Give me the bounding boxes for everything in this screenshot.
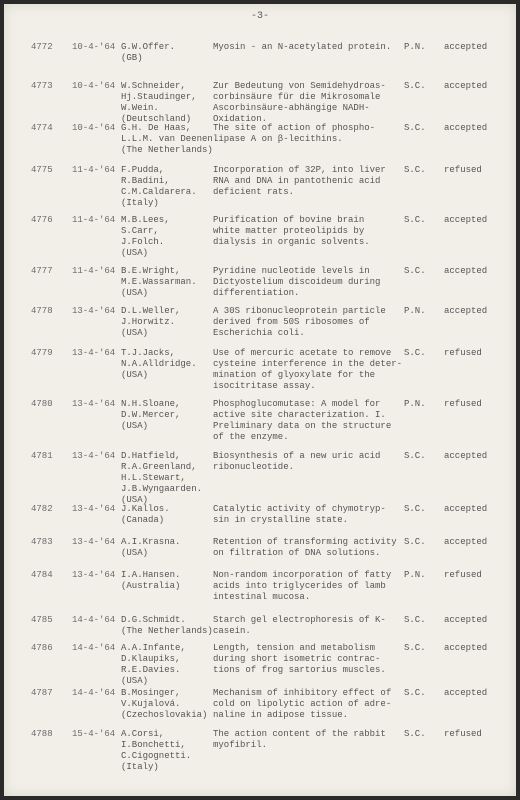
- title-line: The site of action of phospho-: [213, 123, 376, 133]
- author-line: F.Pudda,: [121, 165, 165, 175]
- title-line: Biosynthesis of a new uric acid: [213, 451, 381, 461]
- title-line: during short isometric contrac-: [213, 654, 381, 664]
- title-line: Phosphoglucomutase: A model for: [213, 399, 381, 409]
- title-line: dialysis in organic solvents.: [213, 237, 370, 247]
- entry-date: 13-4-'64: [72, 537, 116, 547]
- author-line: (USA): [121, 548, 149, 558]
- title-line: Starch gel electrophoresis of K-: [213, 615, 386, 625]
- author-line: (USA): [121, 370, 149, 380]
- entry-number: 4780: [31, 399, 53, 409]
- author-line: (USA): [121, 495, 149, 505]
- entry-title: [213, 537, 397, 559]
- author-line: J.Kallos.: [121, 504, 170, 514]
- author-line: (USA): [121, 248, 149, 258]
- entry-status: refused: [444, 399, 482, 409]
- title-line: differentiation.: [213, 288, 300, 298]
- author-line: A.Corsi,: [121, 729, 165, 739]
- entry-row: [4, 165, 516, 215]
- entry-authors: [121, 537, 180, 559]
- entry-number: 4782: [31, 504, 53, 514]
- entry-category: S.C.: [404, 165, 426, 175]
- author-line: D.L.Weller,: [121, 306, 181, 316]
- author-line: B.Mosinger,: [121, 688, 181, 698]
- title-line: active site characterization. I.: [213, 410, 386, 420]
- author-line: (Italy): [121, 762, 159, 772]
- author-line: H.L.Stewart,: [121, 473, 186, 483]
- entry-authors: [121, 42, 175, 64]
- entry-number: 4775: [31, 165, 53, 175]
- entry-status: accepted: [444, 643, 488, 653]
- title-line: RNA and DNA in pantothenic acid: [213, 176, 381, 186]
- author-line: (USA): [121, 328, 149, 338]
- entry-row: [4, 643, 516, 688]
- title-line: corbinsäure für die Mikrosomale: [213, 92, 381, 102]
- entry-status: accepted: [444, 688, 488, 698]
- entry-status: refused: [444, 348, 482, 358]
- title-line: intestinal mucosa.: [213, 592, 311, 602]
- entry-category: S.C.: [404, 81, 426, 91]
- entry-row: [4, 537, 516, 570]
- entry-number: 4787: [31, 688, 53, 698]
- title-line: A 30S ribonucleoprotein particle: [213, 306, 386, 316]
- author-line: D.Hatfield,: [121, 451, 181, 461]
- entry-status: accepted: [444, 306, 488, 316]
- entry-list: [4, 42, 516, 772]
- entry-row: [4, 215, 516, 266]
- entry-date: 14-4-'64: [72, 688, 116, 698]
- entry-date: 13-4-'64: [72, 451, 116, 461]
- author-line: I.A.Hansen.: [121, 570, 181, 580]
- author-line: (Australia): [121, 581, 181, 591]
- entry-authors: [121, 451, 202, 506]
- entry-date: 10-4-'64: [72, 81, 116, 91]
- entry-authors: [121, 570, 180, 592]
- entry-date: 11-4-'64: [72, 165, 116, 175]
- author-line: V.Kujalová.: [121, 699, 181, 709]
- entry-status: accepted: [444, 42, 488, 52]
- author-line: (GB): [121, 53, 143, 63]
- entry-authors: [121, 729, 191, 773]
- entry-date: 13-4-'64: [72, 306, 116, 316]
- author-line: A.I.Krasna.: [121, 537, 181, 547]
- title-line: Pyridine nucleotide levels in: [213, 266, 370, 276]
- entry-number: 4785: [31, 615, 53, 625]
- entry-authors: [121, 615, 213, 637]
- entry-title: [213, 729, 386, 751]
- author-line: G.H. De Haas,: [121, 123, 192, 133]
- title-line: cold on lipolytic action of adre-: [213, 699, 392, 709]
- entry-title: [213, 615, 386, 637]
- entry-status: refused: [444, 165, 482, 175]
- title-line: Dictyostelium discoideum during: [213, 277, 381, 287]
- title-line: mination of glyoxylate for the: [213, 370, 376, 380]
- entry-title: [213, 348, 402, 392]
- entry-title: [213, 306, 386, 339]
- entry-title: [213, 81, 386, 125]
- title-line: Non-random incorporation of fatty: [213, 570, 392, 580]
- entry-row: [4, 729, 516, 772]
- author-line: (Italy): [121, 198, 159, 208]
- entry-category: S.C.: [404, 537, 426, 547]
- title-line: casein.: [213, 626, 251, 636]
- entry-status: accepted: [444, 266, 488, 276]
- author-line: R.E.Davies.: [121, 665, 181, 675]
- entry-status: refused: [444, 729, 482, 739]
- entry-category: S.C.: [404, 615, 426, 625]
- author-line: S.Carr,: [121, 226, 159, 236]
- author-line: T.J.Jacks,: [121, 348, 176, 358]
- entry-number: 4781: [31, 451, 53, 461]
- author-line: Hj.Staudinger,: [121, 92, 197, 102]
- entry-authors: [121, 81, 197, 125]
- entry-authors: [121, 643, 186, 687]
- page-number: -3-: [250, 11, 269, 22]
- entry-number: 4773: [31, 81, 53, 91]
- entry-category: P.N.: [404, 399, 426, 409]
- author-line: M.E.Wassarman.: [121, 277, 197, 287]
- author-line: (The Netherlands): [121, 626, 213, 636]
- title-line: Retention of transforming activity: [213, 537, 397, 547]
- entry-date: 15-4-'64: [72, 729, 116, 739]
- entry-title: [213, 42, 391, 53]
- author-line: J.B.Wyngaarden.: [121, 484, 203, 494]
- entry-date: 14-4-'64: [72, 643, 116, 653]
- entry-number: 4774: [31, 123, 53, 133]
- author-line: W.Schneider,: [121, 81, 186, 91]
- entry-number: 4772: [31, 42, 53, 52]
- entry-row: [4, 348, 516, 399]
- author-line: (USA): [121, 288, 149, 298]
- entry-category: S.C.: [404, 451, 426, 461]
- title-line: of the enzyme.: [213, 432, 289, 442]
- entry-row: [4, 42, 516, 81]
- entry-authors: [121, 688, 207, 721]
- entry-status: accepted: [444, 81, 488, 91]
- title-line: myofibril.: [213, 740, 268, 750]
- title-line: naline in adipose tissue.: [213, 710, 349, 720]
- entry-date: 11-4-'64: [72, 215, 116, 225]
- entry-status: accepted: [444, 123, 488, 133]
- entry-category: S.C.: [404, 123, 426, 133]
- entry-authors: [121, 215, 170, 259]
- title-line: lipase A on β-lecithins.: [213, 134, 343, 144]
- entry-date: 13-4-'64: [72, 570, 116, 580]
- author-line: B.E.Wright,: [121, 266, 181, 276]
- title-line: tions of frog sartorius muscles.: [213, 665, 386, 675]
- author-line: R.A.Greenland,: [121, 462, 197, 472]
- title-line: Purification of bovine brain: [213, 215, 365, 225]
- title-line: Ascorbinsäure-abhängige NADH-: [213, 103, 370, 113]
- entry-title: [213, 165, 386, 198]
- title-line: Oxidation.: [213, 114, 268, 124]
- entry-authors: [121, 266, 197, 299]
- author-line: A.A.Infante,: [121, 643, 186, 653]
- author-line: N.H.Sloane,: [121, 399, 181, 409]
- entry-row: [4, 123, 516, 165]
- title-line: Incorporation of 32P, into liver: [213, 165, 386, 175]
- entry-title: [213, 266, 380, 299]
- title-line: acids into triglycerides of lamb: [213, 581, 386, 591]
- author-line: W.Wein.: [121, 103, 159, 113]
- author-line: (Czechoslovakia): [121, 710, 208, 720]
- title-line: Myosin - an N-acetylated protein.: [213, 42, 392, 52]
- entry-row: [4, 615, 516, 643]
- entry-status: accepted: [444, 451, 488, 461]
- entry-category: S.C.: [404, 729, 426, 739]
- entry-number: 4788: [31, 729, 53, 739]
- entry-title: [213, 399, 391, 443]
- entry-category: S.C.: [404, 266, 426, 276]
- entry-authors: [121, 348, 197, 381]
- entry-title: [213, 688, 391, 721]
- entry-date: 13-4-'64: [72, 348, 116, 358]
- title-line: Escherichia coli.: [213, 328, 305, 338]
- title-line: ribonucleotide.: [213, 462, 295, 472]
- title-line: Use of mercuric acetate to remove: [213, 348, 392, 358]
- author-line: R.Badini,: [121, 176, 170, 186]
- entry-date: 11-4-'64: [72, 266, 116, 276]
- title-line: cysteine interference in the deter-: [213, 359, 403, 369]
- author-line: J.Horwitz.: [121, 317, 176, 327]
- entry-category: S.C.: [404, 643, 426, 653]
- title-line: The action content of the rabbit: [213, 729, 386, 739]
- entry-number: 4779: [31, 348, 53, 358]
- title-line: Length, tension and metabolism: [213, 643, 376, 653]
- entry-status: accepted: [444, 504, 488, 514]
- author-line: D.Klaupiks,: [121, 654, 181, 664]
- entry-date: 10-4-'64: [72, 123, 116, 133]
- entry-row: [4, 451, 516, 504]
- entry-category: P.N.: [404, 306, 426, 316]
- entry-authors: [121, 165, 197, 209]
- author-line: (Canada): [121, 515, 165, 525]
- entry-status: refused: [444, 570, 482, 580]
- author-line: M.B.Lees,: [121, 215, 170, 225]
- entry-status: accepted: [444, 615, 488, 625]
- entry-authors: [121, 306, 180, 339]
- entry-number: 4784: [31, 570, 53, 580]
- title-line: deficient rats.: [213, 187, 295, 197]
- entry-category: S.C.: [404, 215, 426, 225]
- entry-title: [213, 451, 380, 473]
- document-page: [4, 4, 516, 796]
- entry-status: accepted: [444, 215, 488, 225]
- author-line: C.Cigognetti.: [121, 751, 192, 761]
- entry-date: 13-4-'64: [72, 399, 116, 409]
- author-line: D.G.Schmidt.: [121, 615, 186, 625]
- author-line: L.L.M. van Deenen.: [121, 134, 219, 144]
- entry-row: [4, 399, 516, 451]
- entry-number: 4777: [31, 266, 53, 276]
- title-line: isocitritase assay.: [213, 381, 316, 391]
- entry-title: [213, 215, 370, 248]
- entry-date: 10-4-'64: [72, 42, 116, 52]
- entry-category: S.C.: [404, 688, 426, 698]
- entry-category: P.N.: [404, 42, 426, 52]
- entry-number: 4783: [31, 537, 53, 547]
- title-line: Mechanism of inhibitory effect of: [213, 688, 392, 698]
- author-line: (USA): [121, 676, 149, 686]
- author-line: D.W.Mercer,: [121, 410, 181, 420]
- entry-authors: [121, 123, 218, 156]
- entry-number: 4778: [31, 306, 53, 316]
- entry-row: [4, 504, 516, 537]
- entry-date: 14-4-'64: [72, 615, 116, 625]
- entry-title: [213, 123, 375, 145]
- entry-title: [213, 643, 386, 676]
- title-line: sin in crystalline state.: [213, 515, 349, 525]
- entry-number: 4776: [31, 215, 53, 225]
- title-line: on filtration of DNA solutions.: [213, 548, 381, 558]
- title-line: derived from 50S ribosomes of: [213, 317, 370, 327]
- entry-category: S.C.: [404, 504, 426, 514]
- entry-number: 4786: [31, 643, 53, 653]
- title-line: Zur Bedeutung von Semidehydroas-: [213, 81, 386, 91]
- entry-authors: [121, 504, 170, 526]
- entry-row: [4, 81, 516, 123]
- entry-title: [213, 570, 391, 603]
- entry-date: 13-4-'64: [72, 504, 116, 514]
- author-line: (The Netherlands): [121, 145, 213, 155]
- author-line: C.M.Caldarera.: [121, 187, 197, 197]
- entry-title: [213, 504, 386, 526]
- entry-category: P.N.: [404, 570, 426, 580]
- author-line: (USA): [121, 421, 149, 431]
- entry-row: [4, 688, 516, 729]
- entry-row: [4, 570, 516, 615]
- entry-status: accepted: [444, 537, 488, 547]
- author-line: I.Bonchetti,: [121, 740, 186, 750]
- entry-row: [4, 306, 516, 348]
- entry-authors: [121, 399, 180, 432]
- entry-category: S.C.: [404, 348, 426, 358]
- title-line: Catalytic activity of chymotryp-: [213, 504, 386, 514]
- author-line: G.W.Offer.: [121, 42, 176, 52]
- author-line: (Deutschland): [121, 114, 192, 124]
- title-line: Preliminary data on the structure: [213, 421, 392, 431]
- author-line: N.A.Alldridge.: [121, 359, 197, 369]
- author-line: J.Folch.: [121, 237, 165, 247]
- title-line: white matter proteolipids by: [213, 226, 365, 236]
- entry-row: [4, 266, 516, 306]
